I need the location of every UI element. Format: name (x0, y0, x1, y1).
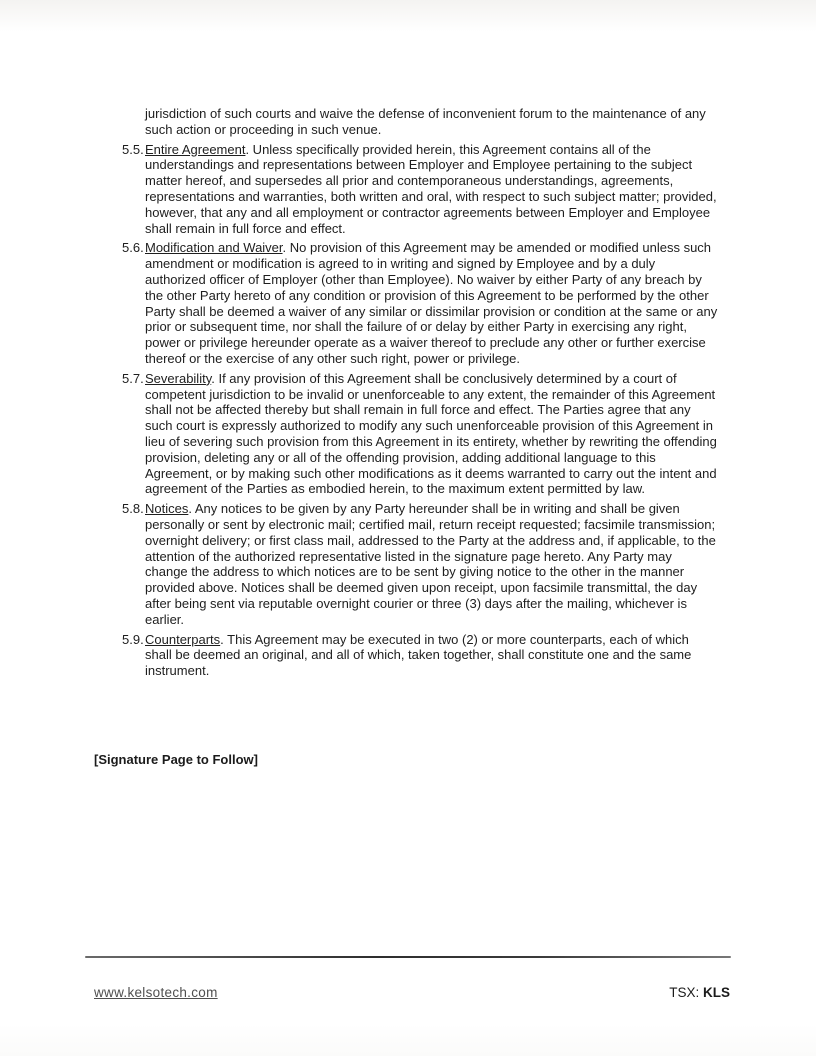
section-number: 5.6. (122, 240, 144, 256)
section-heading: Severability (145, 370, 212, 386)
document-body (122, 106, 718, 683)
section-body: . Unless specifically provided herein, this Agreement contains all of the understandings and representations between Employer and Employee pertaining to the subject matter hereof, and supersedes all prior and contemporaneous understandings, agreements, representations and warranties, both written and oral, with respect to such subject matter; provided, however, that any and all employment or contractor agreements between Employer and Employee shall remain in full force and effect. (145, 141, 717, 236)
section-heading: Modification and Waiver (145, 240, 283, 256)
section-number: 5.7. (122, 370, 144, 386)
section-paragraph (145, 371, 718, 497)
section-paragraph (145, 142, 718, 237)
footer-ticker (669, 985, 730, 1000)
section-body: . No provision of this Agreement may be amended or modified unless such amendment or modification is agreed to in writing and signed by Employee and by a duly authorized officer of Employer (other than Employee). No waiver by either Party of any breach by the other Party hereto of any condition or provision of this Agreement to be performed by the other Party shall be deemed a waiver of any similar or dissimilar provision or condition at the same or any prior or subsequent time, nor shall the failure of or delay by either Party in exercising any right, power or privilege hereunder operate as a waiver thereof to preclude any other or further exercise thereof or the exercise of any other such right, power or privilege. (145, 240, 718, 366)
section-body: . Any notices to be given by any Party hereunder shall be in writing and shall be given personally or sent by electronic mail; certified mail, return receipt requested; facsimile transmission; overnight delivery; or first class mail, addressed to the Party at the address and, if applicable, to the attention of the authorized representative listed in the signature page hereto. Any Party may change the address to which notices are to be sent by giving notice to the other in the manner provided above. Notices shall be deemed given upon receipt, upon facsimile transmittal, the day after being sent via reputable overnight courier or three (3) days after the mailing, whichever is earlier. (145, 501, 716, 627)
footer-divider (85, 956, 731, 958)
section-heading: Entire Agreement (145, 141, 246, 157)
list-item (122, 240, 718, 366)
ticker-label: TSX: (669, 985, 703, 1000)
section-body: . If any provision of this Agreement shall be conclusively determined by a court of competent jurisdiction to be invalid or unenforceable to any extent, the remainder of this Agreement shall not be affected thereby but shall remain in full force and effect. The Parties agree that any such court is expressly authorized to modify any such unenforceable provision of this Agreement in lieu of severing such provision from this Agreement in its entirety, whether by rewriting the offending provision, deleting any or all of the offending provision, adding additional language to this Agreement, or by making such other modifications as it deems warranted to carry out the intent and agreement of the Parties as embodied herein, to the maximum extent permitted by law. (145, 370, 717, 497)
section-paragraph (145, 240, 718, 366)
section-number: 5.5. (122, 141, 144, 157)
ticker-symbol: KLS (703, 985, 730, 1000)
continuation-paragraph: jurisdiction of such courts and waive the defense of inconvenient forum to the maintenance of any such action or proceeding in such venue. (145, 106, 706, 137)
section-heading: Counterparts (145, 631, 221, 647)
section-paragraph (145, 632, 718, 679)
list-item (122, 501, 718, 627)
section-heading: Notices (145, 501, 189, 517)
section-body: . This Agreement may be executed in two (2) or more counterparts, each of which shall be deemed an original, and all of which, taken together, shall constitute one and the same instrument. (145, 631, 692, 679)
list-item (122, 142, 718, 237)
footer-link[interactable]: www.kelsotech.com (94, 985, 218, 1000)
section-number: 5.9. (122, 631, 144, 647)
list-item (122, 371, 718, 497)
section-number: 5.8. (122, 501, 144, 517)
signature-note: [Signature Page to Follow] (94, 752, 258, 767)
list-item (122, 632, 718, 679)
section-paragraph (145, 501, 718, 627)
